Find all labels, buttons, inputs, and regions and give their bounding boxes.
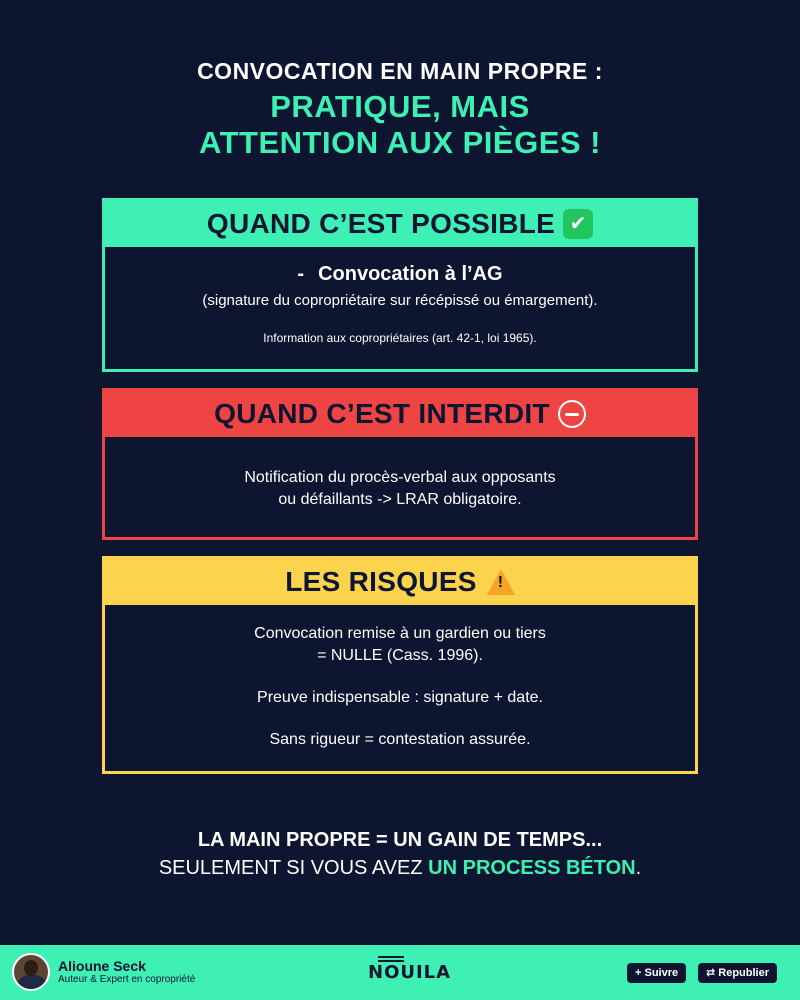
no-entry-icon — [558, 400, 586, 428]
card-possible-body — [105, 247, 695, 345]
conclusion-highlight: UN PROCESS BÉTON — [428, 857, 636, 879]
warning-icon — [487, 569, 515, 595]
conclusion-line1: LA MAIN PROPRE = UN GAIN DE TEMPS... — [197, 829, 603, 851]
check-mark-icon: ✔ — [563, 209, 593, 239]
risk-paragraph-3: Sans rigueur = contestation assurée. — [269, 731, 531, 748]
warning-glyph: ! — [497, 574, 504, 591]
logo-bars-icon — [378, 956, 404, 962]
card-risques — [102, 556, 698, 774]
card-possible-header — [105, 201, 695, 247]
card-risques-title: LES RISQUES — [285, 566, 477, 597]
avatar-torso — [17, 975, 47, 991]
risk-p1-line1: Convocation remise à un gardien ou tiers — [254, 625, 546, 642]
card-possible — [102, 198, 698, 372]
card-possible-item-title — [105, 263, 695, 286]
risk-paragraph-2: Preuve indispensable : signature + date. — [257, 689, 543, 706]
logo-text: NOUILA — [368, 962, 452, 983]
conclusion — [0, 826, 800, 882]
avatar-face — [24, 960, 38, 976]
risk-paragraph-1 — [105, 623, 695, 667]
repost-button[interactable]: ⇄ Republier — [698, 963, 777, 983]
card-interdit — [102, 388, 698, 540]
conclusion-line2-prefix: SEULEMENT SI VOUS AVEZ — [158, 857, 429, 879]
header-title-line1: CONVOCATION EN MAIN PROPRE : — [197, 58, 603, 84]
card-interdit-title: QUAND C’EST INTERDIT — [214, 398, 550, 429]
page-header — [0, 58, 800, 161]
card-interdit-header — [105, 391, 695, 437]
conclusion-line2-suffix: . — [635, 857, 642, 879]
header-title-line2: PRATIQUE, MAIS — [270, 89, 530, 124]
avatar[interactable] — [12, 953, 50, 991]
footer-bar — [0, 945, 800, 1000]
card-possible-item-sub: (signature du copropriétaire sur récépissé ou émargement). — [202, 292, 598, 309]
card-interdit-line2: ou défaillants -> LRAR obligatoire. — [278, 491, 522, 508]
author-role: Auteur & Expert en copropriété — [58, 974, 196, 985]
card-risques-body — [105, 605, 695, 751]
conclusion-line2 — [0, 854, 800, 882]
card-risques-header — [105, 559, 695, 605]
card-interdit-body — [105, 437, 695, 511]
card-possible-title: QUAND C’EST POSSIBLE — [206, 208, 556, 239]
item-title-text: Convocation à l’AG — [318, 263, 503, 285]
card-interdit-line1: Notification du procès-verbal aux opposants — [244, 469, 556, 486]
follow-button[interactable]: + Suivre — [627, 963, 686, 983]
header-title-line3: ATTENTION AUX PIÈGES ! — [199, 125, 601, 160]
risk-p1-line2: = NULLE (Cass. 1996). — [317, 647, 483, 664]
author-info[interactable] — [58, 958, 195, 986]
dash-bullet: - — [297, 263, 305, 285]
author-name[interactable]: Alioune Seck — [58, 958, 146, 974]
brand-logo — [368, 962, 451, 983]
card-possible-note: Information aux copropriétaires (art. 42-1, loi 1965). — [263, 331, 537, 345]
